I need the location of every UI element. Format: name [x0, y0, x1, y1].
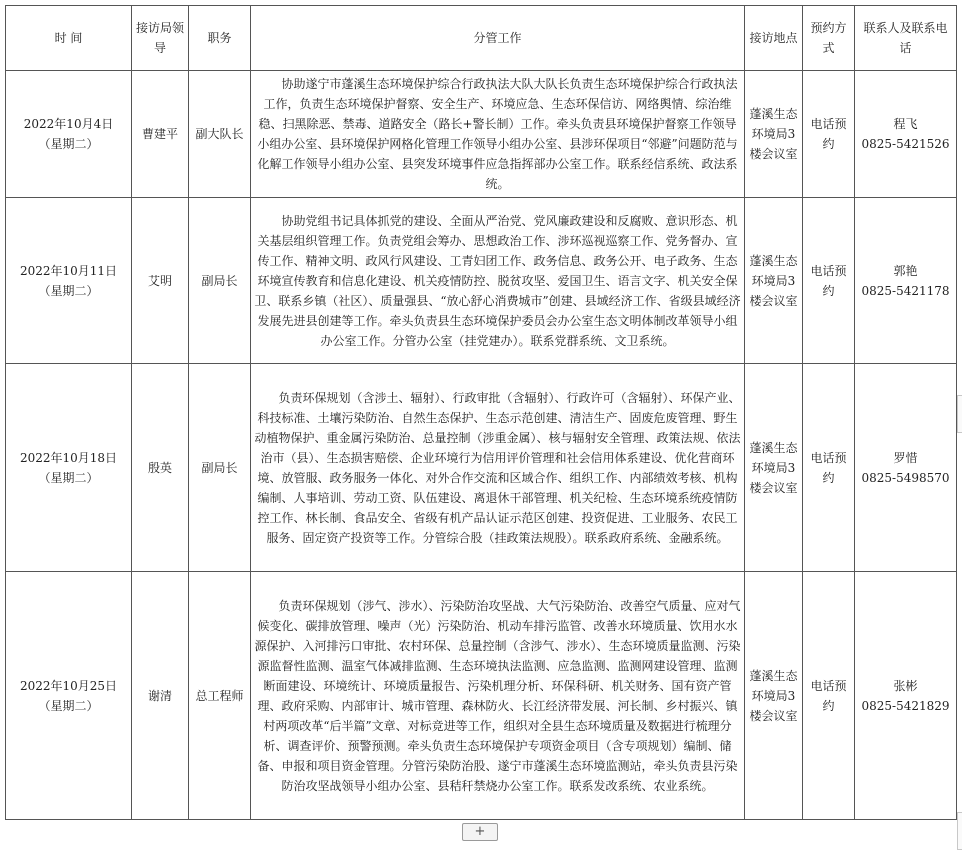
date: 2022年10月18日: [19, 450, 118, 465]
booking-method: 电话预约: [803, 71, 855, 198]
date: 2022年10月4日: [23, 117, 114, 131]
header-duties: 分管工作: [251, 6, 745, 71]
contact-phone: 0825-5421526: [861, 137, 950, 151]
table-row: [6, 364, 957, 572]
date-cell: [6, 198, 132, 364]
contact-name: 张彬: [893, 678, 918, 693]
header-booking: 预约方式: [803, 6, 855, 71]
contact-cell: [855, 364, 957, 572]
header-contact: 联系人及联系电话: [855, 6, 957, 71]
contact-phone: 0825-5421829: [861, 698, 950, 713]
contact-phone: 0825-5498570: [861, 470, 950, 485]
resize-handle[interactable]: [957, 812, 962, 850]
header-leader: 接访局领导: [132, 6, 189, 71]
table-row: [6, 572, 957, 820]
resize-handle[interactable]: [957, 395, 962, 433]
contact-cell: [855, 572, 957, 820]
duties-text: 协助遂宁市蓬溪生态环境保护综合行政执法大队大队长负责生态环境保护综合行政执法工作，负责生态环境保护督察、安全生产、环境应急、生态环保信访、网络舆情、综治维稳、扫黑除恶、禁毒、道路安全（路长+警长制）工作。牵头负责县环境保护督察工作领导小组办公室、县环境保护网格化管理工作领导小组办公室、县涉环保项目“邻避”问题防范与化解工作领导小组办公室、县突发环境事件应急指挥部办公室工作。联系经信系统、政法系统。: [251, 71, 745, 198]
date: 2022年10月25日: [19, 678, 118, 693]
duties-text: 协助党组书记具体抓党的建设、全面从严治党、党风廉政建设和反腐败、意识形态、机关基层组织管理工作。负责党组会筹办、思想政治工作、涉环巡视巡察工作、党务督办、宣传工作、精神文明、政风行风建设、工青妇团工作、政务信息、政务公开、电子政务、生态环境宣传教育和信息化建设、机关疫情防控、脱贫攻坚、爱国卫生、语言文字、机关安全保卫、联系乡镇（社区）、质量强县、“放心舒心消费城市”创建、县域经济工作、省级县域经济发展先进县创建等工作。牵头负责县生态环境保护委员会办公室生态文明体制改革领导小组办公室工作。分管办公室（挂党建办）。联系党群系统、文卫系统。: [251, 198, 745, 364]
date-cell: [6, 71, 132, 198]
contact-name: 罗惜: [893, 450, 918, 465]
add-row-button[interactable]: +: [462, 823, 498, 841]
weekday: （星期二）: [38, 283, 99, 298]
date-cell: [6, 364, 132, 572]
leader-position: 副大队长: [189, 71, 251, 198]
header-location: 接访地点: [745, 6, 803, 71]
leader-name: 谢清: [132, 572, 189, 820]
weekday: （星期二）: [38, 470, 99, 485]
reception-location: 蓬溪生态环境局3楼会议室: [745, 572, 803, 820]
duties-text: 负责环保规划（含涉土、辐射）、行政审批（含辐射）、行政许可（含辐射）、环保产业、科技标准、土壤污染防治、自然生态保护、生态示范创建、清洁生产、固废危废管理、野生动植物保护、重金属污染防治、总量控制（涉重金属）、核与辐射安全管理、政策法规、依法治市（县）、生态损害赔偿、企业环境行为信用评价管理和社会信用体系建设、优化营商环境、放管服、政务服务一体化、对外合作交流和区域合作、组织工作、内部绩效考核、机构编制、人事培训、劳动工资、队伍建设、离退休干部管理、机关纪检、生态环境系统疫情防控工作、林长制、食品安全、省级有机产品认证示范区创建、投资促进、工业服务、农民工服务、固定资产投资等工作。分管综合股（挂政策法规股）。联系政府系统、金融系统。: [251, 364, 745, 572]
table-row: [6, 71, 957, 198]
contact-name: 郭艳: [893, 263, 918, 278]
booking-method: 电话预约: [803, 198, 855, 364]
weekday: （星期二）: [38, 137, 99, 151]
reception-location: 蓬溪生态环境局3楼会议室: [745, 71, 803, 198]
contact-cell: [855, 198, 957, 364]
leader-name: 曹建平: [132, 71, 189, 198]
contact-phone: 0825-5421178: [861, 283, 950, 298]
reception-location: 蓬溪生态环境局3楼会议室: [745, 198, 803, 364]
leader-name: 殷英: [132, 364, 189, 572]
date: 2022年10月11日: [19, 263, 118, 278]
booking-method: 电话预约: [803, 364, 855, 572]
table-row: [6, 198, 957, 364]
weekday: （星期二）: [38, 698, 99, 713]
leader-name: 艾明: [132, 198, 189, 364]
date-cell: [6, 572, 132, 820]
reception-location: 蓬溪生态环境局3楼会议室: [745, 364, 803, 572]
leader-position: 副局长: [189, 198, 251, 364]
reception-schedule-table: [5, 5, 957, 820]
leader-position: 副局长: [189, 364, 251, 572]
header-time: 时 间: [6, 6, 132, 71]
contact-name: 程飞: [893, 117, 918, 131]
table-header-row: [6, 6, 957, 71]
header-position: 职务: [189, 6, 251, 71]
booking-method: 电话预约: [803, 572, 855, 820]
contact-cell: [855, 71, 957, 198]
duties-text: 负责环保规划（涉气、涉水）、污染防治攻坚战、大气污染防治、改善空气质量、应对气候变化、碳排放管理、噪声（光）污染防治、机动车排污监管、改善水环境质量、饮用水水源保护、入河排污口审批、农村环保、总量控制（含涉气、涉水）、生态环境质量监测、污染源监督性监测、温室气体减排监测、生态环境执法监测、应急监测、监测网建设管理、监测断面建设、环境统计、环境质量报告、污染机理分析、环保科研、机关财务、国有资产管理、政府采购、内部审计、城市管理、森林防火、长江经济带发展、河长制、乡村振兴、镇村两项改革“后半篇”文章、对标竞进等工作，组织对全县生态环境质量及数据进行梳理分析、调查评价、预警预测。牵头负责生态环境保护专项资金项目（含专项规划）编制、储备、申报和项目资金管理。分管污染防治股、遂宁市蓬溪生态环境监测站，牵头负责县污染防治攻坚战领导小组办公室、县秸秆禁烧办公室工作。联系发改系统、农业系统。: [251, 572, 745, 820]
leader-position: 总工程师: [189, 572, 251, 820]
